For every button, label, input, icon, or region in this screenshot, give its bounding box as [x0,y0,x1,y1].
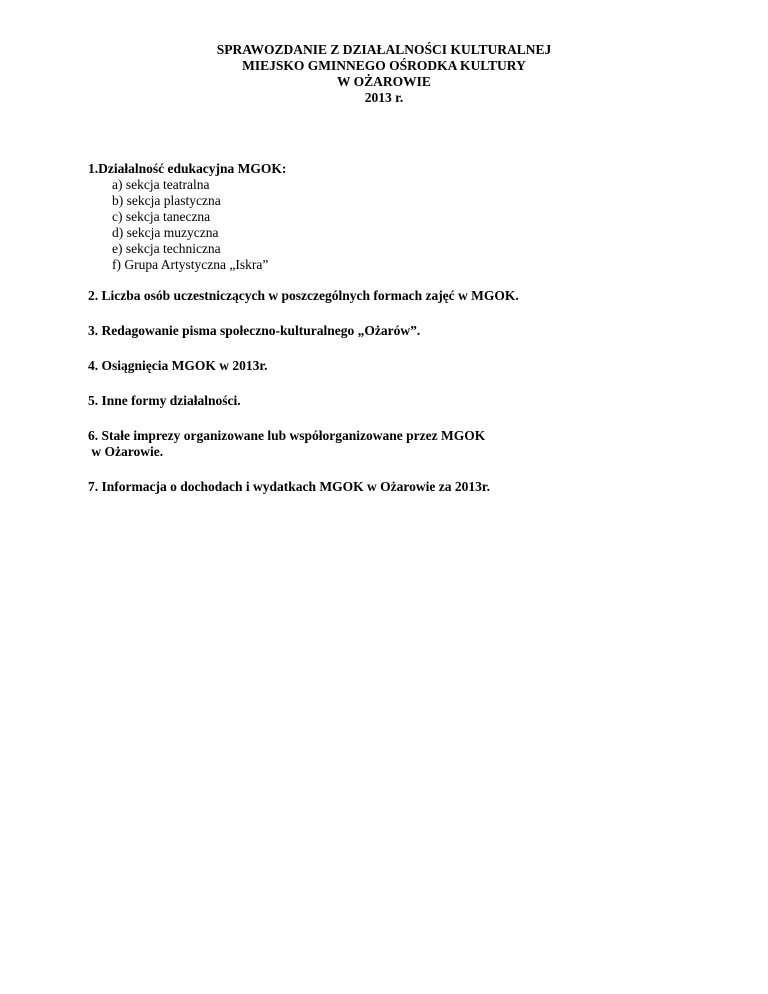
list-item: f) Grupa Artystyczna „Iskra” [112,257,269,272]
title-line-3: W OŻAROWIE [337,74,431,89]
list-item: a) sekcja teatralna [112,177,210,192]
section-1-list [88,177,708,273]
title-line-4: 2013 r. [364,90,404,105]
section-3: 3. Redagowanie pisma społeczno-kulturalnego „Ożarów”. [88,323,421,338]
document-content [88,161,708,495]
section-6-line-1: 6. Stałe imprezy organizowane lub współorganizowane przez MGOK [88,428,486,443]
list-item: c) sekcja taneczna [112,209,211,224]
document-title [0,42,768,106]
list-item: e) sekcja techniczna [112,241,221,256]
title-line-1: SPRAWOZDANIE Z DZIAŁALNOŚCI KULTURALNEJ [216,42,552,57]
list-item: d) sekcja muzyczna [112,225,219,240]
section-5: 5. Inne formy działalności. [88,393,241,408]
list-item: b) sekcja plastyczna [112,193,221,208]
section-2: 2. Liczba osób uczestniczących w poszczególnych formach zajęć w MGOK. [88,288,519,303]
section-1-heading: 1.Działalność edukacyjna MGOK: [88,161,287,176]
section-7: 7. Informacja o dochodach i wydatkach MGOK w Ożarowie za 2013r. [88,479,490,494]
title-line-2: MIEJSKO GMINNEGO OŚRODKA KULTURY [242,58,526,73]
section-4: 4. Osiągnięcia MGOK w 2013r. [88,358,268,373]
section-6-line-2: w Ożarowie. [88,444,164,459]
